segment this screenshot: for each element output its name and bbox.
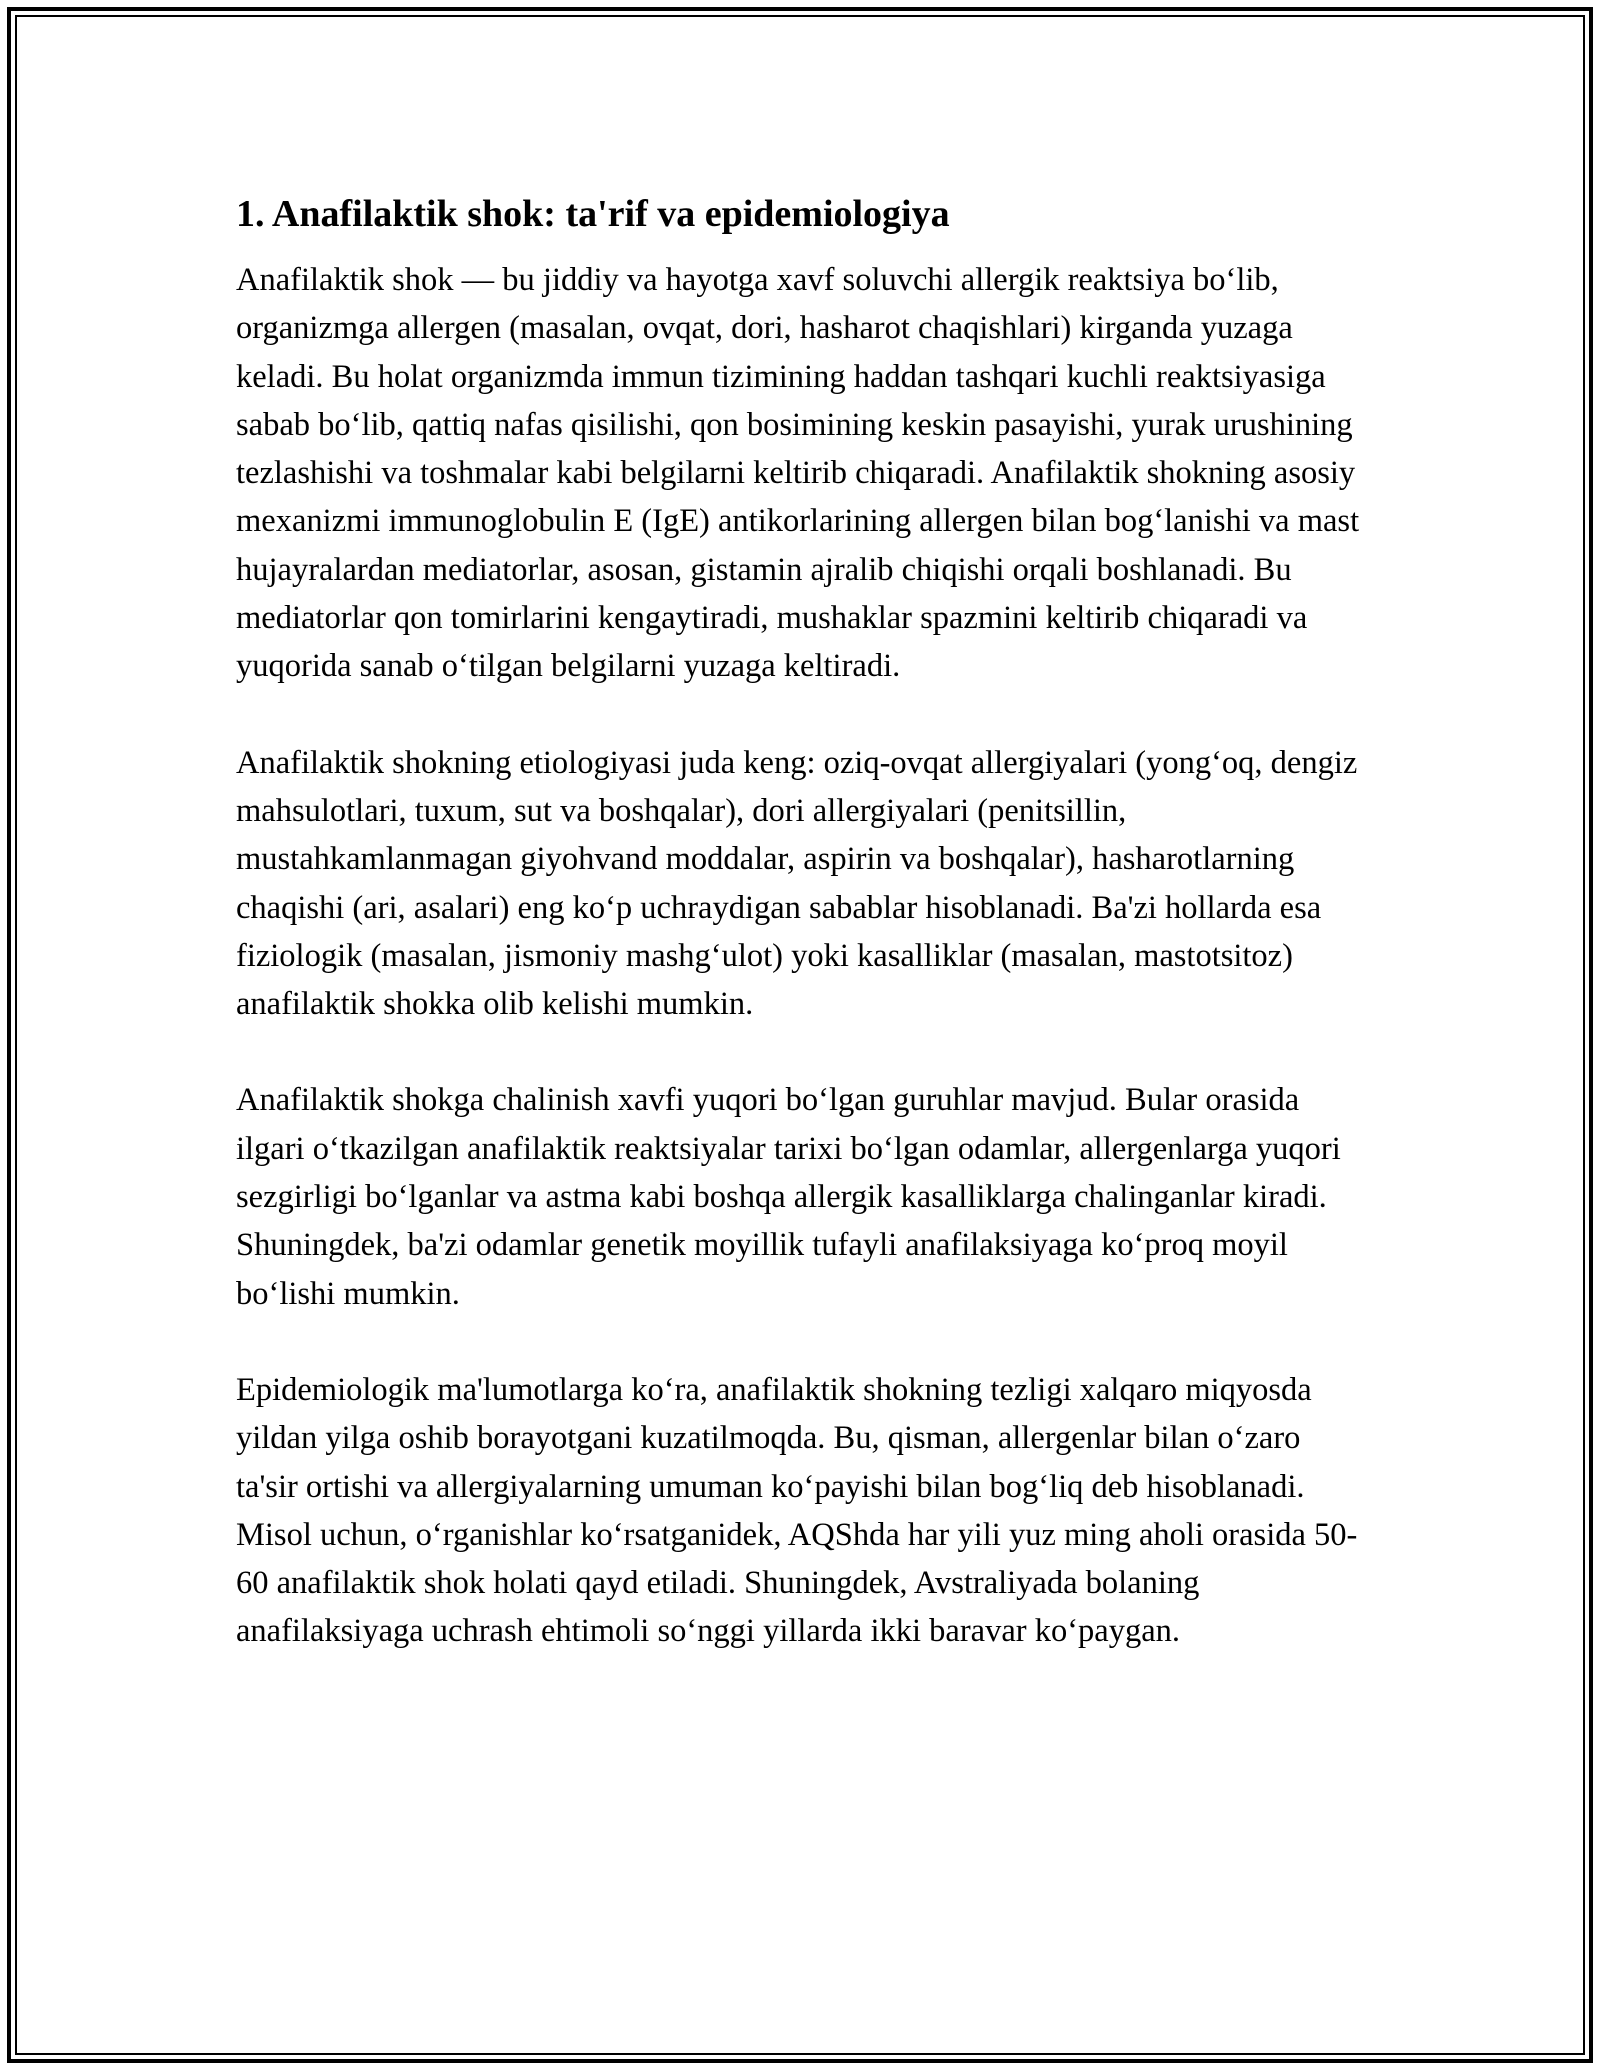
paragraph-etiology: Anafilaktik shokning etiologiyasi juda keng: oziq-ovqat allergiyalari (yong‘oq, dengiz mahsulotlari, tuxum, sut va boshqalar), dori allergiyalari (penitsillin, mustahkamlanmagan giyohvand moddalar, aspirin va boshqalar), hasharotlarning chaqishi (ari, asalari) eng ko‘p uchraydigan sabablar hisoblanadi. Ba'zi hollarda esa fiziologik (masalan, jismoniy mashg‘ulot) yoki kasalliklar (masalan, mastotsitoz) anafilaktik shokka olib kelishi mumkin. <box>236 744 1358 1023</box>
paragraph-risk-groups: Anafilaktik shokga chalinish xavfi yuqori bo‘lgan guruhlar mavjud. Bular orasida ilgari o‘tkazilgan anafilaktik reaktsiyalar tarixi bo‘lgan odamlar, allergenlarga yuqori sezgirligi bo‘lganlar va astma kabi boshqa allergik kasalliklarga chalinganlar kiradi. Shuningdek, ba'zi odamlar genetik moyillik tufayli anafilaksiyaga ko‘proq moyil bo‘lishi mumkin. <box>236 1082 1341 1312</box>
section-heading: 1. Anafilaktik shok: ta'rif va epidemiologiya <box>236 193 950 235</box>
paragraph-epidemiology: Epidemiologik ma'lumotlarga ko‘ra, anafilaktik shokning tezligi xalqaro miqyosda yildan yilga oshib borayotgani kuzatilmoqda. Bu, qisman, allergenlar bilan o‘zaro ta'sir ortishi va allergiyalarning umuman ko‘payishi bilan bog‘liq deb hisoblanadi. Misol uchun, o‘rganishlar ko‘rsatganidek, AQShda har yili yuz ming aholi orasida 50-60 anafilaktik shok holati qayd etiladi. Shuningdek, Avstraliyada bolaning anafilaksiyaga uchrash ehtimoli so‘nggi yillarda ikki baravar ko‘paygan. <box>236 1371 1358 1650</box>
paragraph-definition: Anafilaktik shok — bu jiddiy va hayotga xavf soluvchi allergik reaktsiya bo‘lib, organizmga allergen (masalan, ovqat, dori, hasharot chaqishlari) kirganda yuzaga keladi. Bu holat organizmda immun tizimining haddan tashqari kuchli reaktsiyasiga sabab bo‘lib, qattiq nafas qisilishi, qon bosimining keskin pasayishi, yurak urushining tezlashishi va toshmalar kabi belgilarni keltirib chiqaradi. Anafilaktik shokning asosiy mexanizmi immunoglobulin E (IgE) antikorlarining allergen bilan bog‘lanishi va mast hujayralardan mediatorlar, asosan, gistamin ajralib chiqishi orqali boshlanadi. Bu mediatorlar qon tomirlarini kengaytiradi, mushaklar spazmini keltirib chiqaradi va yuqorida sanab o‘tilgan belgilarni yuzaga keltiradi. <box>236 262 1360 685</box>
document-body <box>236 188 1366 1704</box>
